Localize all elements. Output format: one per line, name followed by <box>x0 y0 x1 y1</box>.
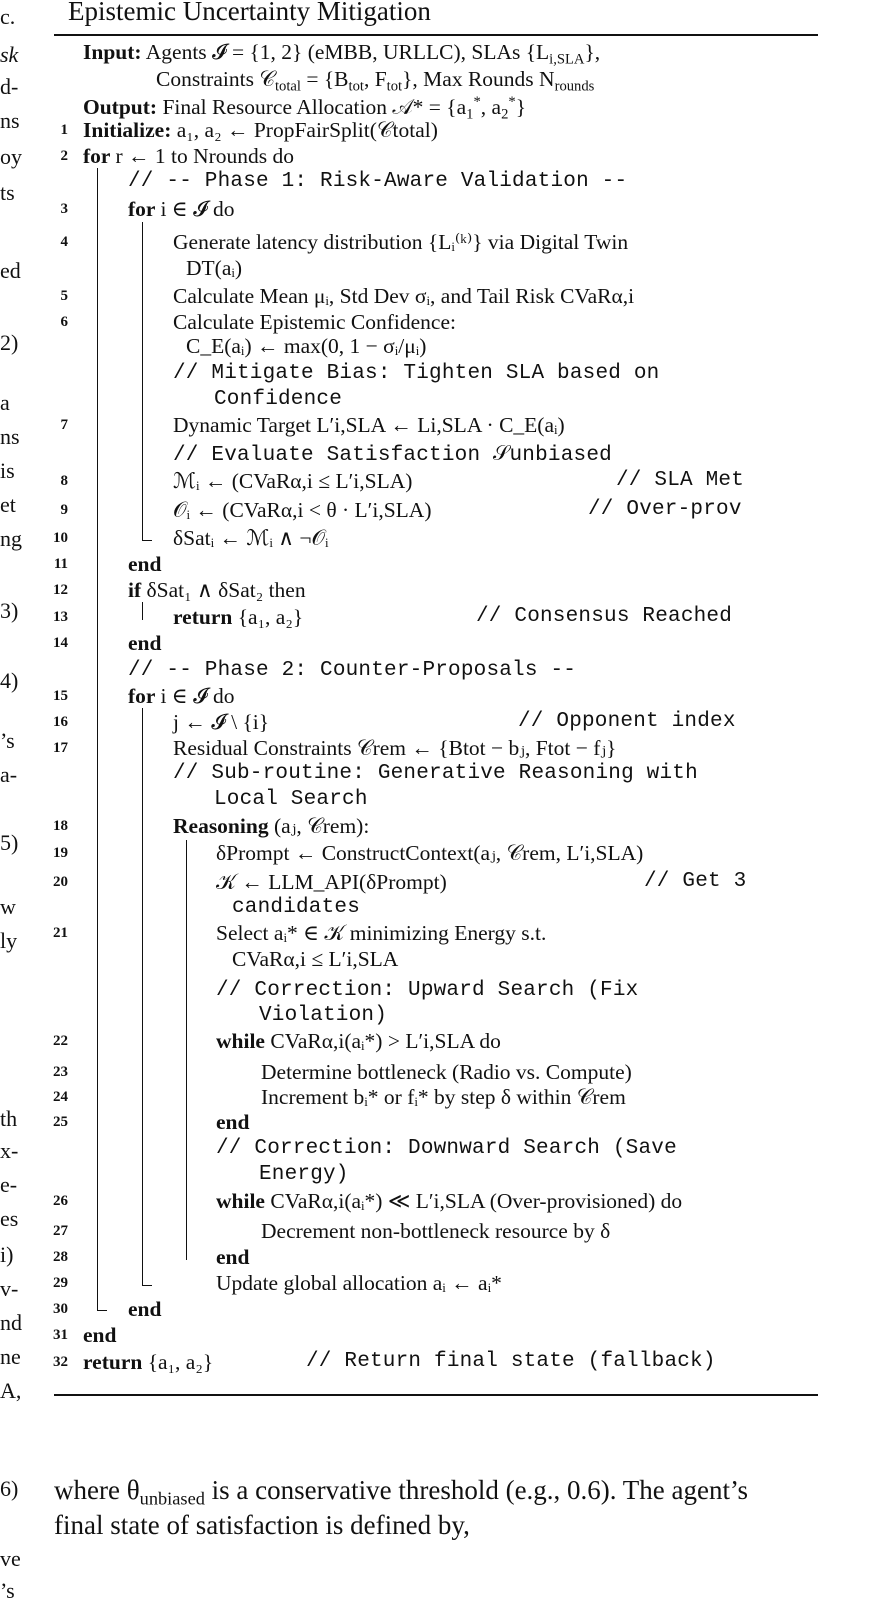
algorithm-comment-line <box>0 170 800 197</box>
algorithm-line <box>0 1106 800 1137</box>
line-number: 29 <box>53 1275 68 1291</box>
algorithm-line <box>0 526 800 553</box>
edge-fragment: ns <box>0 424 20 449</box>
algorithm-comment-line <box>0 762 800 789</box>
algorithm-line <box>0 284 800 311</box>
edge-fragment: ns <box>0 108 20 133</box>
bottom-rule <box>54 1394 818 1396</box>
algorithm-line <box>0 578 800 605</box>
statement-text: ℳᵢ ← (CVaRα,i ≤ L′i,SLA) <box>173 469 413 493</box>
keyword: if <box>128 578 147 602</box>
statement-text: (aⱼ, 𝒞rem): <box>273 814 370 838</box>
output-text: Final Resource Allocation 𝒜* = {a <box>162 95 467 120</box>
line-number: 14 <box>53 635 68 651</box>
algorithm-line <box>0 469 800 496</box>
line-number: 32 <box>53 1354 68 1370</box>
statement-text: {a₁, a₂} <box>237 605 304 629</box>
constraints-f: , F <box>363 67 387 91</box>
algorithm-comment-line <box>0 979 800 1006</box>
block-end-tick <box>142 540 152 541</box>
algorithm-line <box>0 605 800 632</box>
line-number: 22 <box>53 1033 68 1049</box>
line-number: 25 <box>53 1114 68 1130</box>
continuation-line <box>0 896 800 923</box>
continuation-text: Violation) <box>259 1004 388 1027</box>
statement-text: Calculate Mean μᵢ, Std Dev σᵢ, and Tail Risk CVaRα,i <box>173 284 635 308</box>
statement-text: i ∈ 𝓘 do <box>160 684 235 708</box>
algorithm-line <box>0 841 800 868</box>
line-number: 21 <box>53 925 68 941</box>
statement-text: Select aᵢ* ∈ 𝒦 minimizing Energy s.t. <box>216 921 547 945</box>
keyword: while <box>216 1029 271 1053</box>
edge-fragment: x- <box>0 1138 19 1163</box>
line-number: 6 <box>60 314 68 330</box>
statement-text: j ← 𝓘 \ {i} <box>173 710 270 734</box>
sub-rounds: rounds <box>554 78 595 95</box>
algorithm-line <box>0 1085 800 1112</box>
edge-fragment: 4) <box>0 668 19 693</box>
keyword: Reasoning <box>173 814 274 838</box>
edge-fragment: nd <box>0 1310 22 1335</box>
sub-tot: tot <box>348 78 364 95</box>
edge-fragment: 2) <box>0 330 19 355</box>
keyword: Initialize: <box>83 118 177 142</box>
inline-comment: // Get 3 <box>644 870 747 893</box>
statement-text: Generate latency distribution {Lᵢ⁽ᵏ⁾} via Digital Twin <box>173 230 629 254</box>
edge-fragment: 5) <box>0 830 19 855</box>
line-number: 5 <box>60 288 68 304</box>
keyword: return <box>173 605 238 629</box>
keyword: return <box>83 1350 148 1374</box>
continuation-text: Confidence <box>214 388 343 411</box>
continuation-line <box>0 947 800 974</box>
output-sub-2: 2 <box>501 106 509 123</box>
edge-fragment: i) <box>0 1242 14 1267</box>
algorithm-line <box>0 1350 800 1377</box>
input-sub: i,SLA <box>549 51 585 68</box>
output-text-end: } <box>515 95 527 120</box>
statement-text: CVaRα,i(aᵢ*) ≪ L′i,SLA (Over-provisioned) do <box>270 1189 683 1213</box>
continuation-text: Local Search <box>214 788 368 811</box>
line-number: 17 <box>53 740 68 756</box>
algorithm-line <box>0 552 800 579</box>
input-label: Input: <box>83 40 142 64</box>
line-number: 24 <box>53 1089 68 1105</box>
statement-text: i ∈ 𝓘 do <box>160 197 235 221</box>
algorithm-comment-line <box>0 659 800 686</box>
paragraph-line-2: final state of satisfaction is defined by, <box>54 1510 470 1540</box>
block-end-tick <box>142 1285 152 1286</box>
input-line-2 <box>0 67 800 94</box>
edge-fragment: 3) <box>0 598 19 623</box>
continuation-text: candidates <box>232 896 361 919</box>
keyword: while <box>216 1189 271 1213</box>
algorithm-line <box>0 870 800 897</box>
algorithm-line <box>0 1219 800 1246</box>
line-number: 18 <box>53 818 68 834</box>
block-indent-bar <box>142 602 143 620</box>
algorithm-line <box>0 921 800 948</box>
algorithm-line <box>0 710 800 737</box>
algorithm-line <box>0 230 800 257</box>
para-text-a: where θ <box>54 1475 140 1505</box>
edge-fragment: 6) <box>0 1476 19 1501</box>
algorithm-comment-line <box>0 1137 800 1164</box>
output-sup-2: * <box>508 94 516 110</box>
algorithm-line <box>0 1323 800 1350</box>
input-text-end: }, <box>584 40 601 64</box>
edge-fragment: ng <box>0 526 22 551</box>
constraints-text: Constraints 𝒞 <box>156 67 275 91</box>
keyword: for <box>128 197 161 221</box>
block-indent-bar <box>186 1218 187 1236</box>
keyword: end <box>216 1245 250 1269</box>
continuation-line <box>0 330 800 361</box>
keyword: end <box>216 1110 250 1134</box>
top-rule <box>54 34 818 36</box>
algorithm-line <box>0 1297 800 1324</box>
block-indent-bar <box>97 168 98 1310</box>
block-indent-bar <box>142 222 143 540</box>
algorithm-line <box>0 814 800 841</box>
continuation-line <box>0 1163 800 1190</box>
keyword: end <box>128 631 162 655</box>
edge-fragment: ve <box>0 1546 21 1571</box>
statement-text: CVaRα,i(aᵢ*) > L′i,SLA do <box>270 1029 501 1053</box>
algorithm-title: Epistemic Uncertainty Mitigation <box>68 0 431 26</box>
line-number: 27 <box>53 1223 68 1239</box>
inline-comment: // Consensus Reached <box>476 605 733 628</box>
line-number: 11 <box>53 556 68 572</box>
statement-text: a₁, a₂ ← PropFairSplit(𝒞total) <box>176 118 438 142</box>
statement-text: δSat₁ ∧ δSat₂ then <box>146 578 306 602</box>
algorithm-line <box>0 498 800 525</box>
para-sub: unbiased <box>139 1488 205 1509</box>
sub-tot-f: tot <box>386 78 403 95</box>
edge-fragment: oy <box>0 144 22 169</box>
inline-comment: // Return final state (fallback) <box>306 1350 716 1373</box>
algorithm-line <box>0 1242 800 1272</box>
algorithm-line <box>0 413 800 440</box>
edge-fragment: A, <box>0 1378 22 1403</box>
line-number: 4 <box>60 234 68 250</box>
block-indent-bar <box>142 708 143 1285</box>
line-number: 15 <box>53 688 68 704</box>
code-comment: // -- Phase 2: Counter-Proposals -- <box>128 659 577 682</box>
constraints-b: = {B <box>300 67 349 91</box>
edge-fragment: d- <box>0 74 19 99</box>
algorithm-line <box>0 631 800 658</box>
keyword: for <box>128 684 161 708</box>
edge-fragment: e- <box>0 1172 18 1197</box>
sub-total: total <box>275 78 301 95</box>
continuation-text: DT(aᵢ) <box>186 256 243 280</box>
algorithm-line <box>0 310 800 337</box>
algorithm-line <box>0 1029 800 1056</box>
keyword: end <box>128 552 162 576</box>
line-number: 12 <box>53 582 68 598</box>
line-number: 30 <box>53 1301 68 1317</box>
algorithm-line <box>0 1271 800 1301</box>
edge-fragment: sk <box>0 42 19 67</box>
block-end-tick <box>97 1310 107 1311</box>
algorithm-comment-line <box>0 362 800 389</box>
line-number: 8 <box>60 473 68 489</box>
statement-text: Decrement non-bottleneck resource by δ <box>261 1219 611 1243</box>
line-number: 3 <box>60 201 68 217</box>
statement-text: Residual Constraints 𝒞rem ← {Btot − bⱼ, Ftot − fⱼ} <box>173 736 617 760</box>
continuation-line <box>0 1004 800 1031</box>
max-rounds: }, Max Rounds N <box>402 67 555 91</box>
keyword: end <box>128 1297 162 1321</box>
edge-fragment: a <box>0 390 10 415</box>
output-line: Output: Final Resource Allocation 𝒜* = {$a_1^*$, $a_2^*$} <box>83 94 527 123</box>
algorithm-line <box>0 1189 800 1216</box>
algorithm-line <box>0 736 800 763</box>
block-indent-bar <box>186 840 187 1260</box>
line-number: 1 <box>60 122 68 138</box>
keyword: for <box>83 144 116 168</box>
line-number: 9 <box>60 502 68 518</box>
algorithm-line <box>0 197 800 224</box>
line-number: 2 <box>60 148 68 164</box>
output-label: Output: <box>83 95 158 120</box>
inline-comment: // Over-prov <box>588 498 742 521</box>
edge-fragment: ts <box>0 180 15 205</box>
keyword: end <box>83 1323 117 1347</box>
code-comment: // Mitigate Bias: Tighten SLA based on <box>173 362 660 385</box>
line-number: 13 <box>53 609 68 625</box>
line-number: 10 <box>53 530 68 546</box>
input-line <box>0 40 800 67</box>
edge-fragment: a- <box>0 762 18 787</box>
code-comment: // Correction: Upward Search (Fix <box>216 979 639 1002</box>
statement-text: 𝒦 ← LLM_API(δPrompt) <box>216 870 447 894</box>
statement-text: Increment bᵢ* or fᵢ* by step δ within 𝒞rem <box>261 1085 626 1109</box>
continuation-text: Energy) <box>259 1163 349 1186</box>
code-comment: // Correction: Downward Search (Save <box>216 1137 677 1160</box>
algorithm-line <box>0 684 800 711</box>
line-number: 16 <box>53 714 68 730</box>
inline-comment: // Opponent index <box>518 710 736 733</box>
line-number: 23 <box>53 1064 68 1080</box>
continuation-line <box>0 256 800 283</box>
continuation-text: C_E(aᵢ) ← max(0, 1 − σᵢ/μᵢ) <box>186 334 427 358</box>
algorithm-comment-line <box>0 443 800 470</box>
edge-fragment: is <box>0 458 15 483</box>
statement-text: δSatᵢ ← ℳᵢ ∧ ¬𝒪ᵢ <box>173 526 329 550</box>
line-number: 19 <box>53 845 68 861</box>
algorithm-line <box>0 118 800 145</box>
statement-text: {a₁, a₂} <box>147 1350 214 1374</box>
code-comment: // -- Phase 1: Risk-Aware Validation -- <box>128 170 628 193</box>
edge-fragment: th <box>0 1106 18 1131</box>
edge-fragment: w <box>0 894 16 919</box>
edge-fragment: c. <box>0 4 16 29</box>
statement-text: Dynamic Target L′i,SLA ← Li,SLA · C_E(aᵢ) <box>173 413 565 437</box>
line-number: 31 <box>53 1327 68 1343</box>
statement-text: δPrompt ← ConstructContext(aⱼ, 𝒞rem, L′i,SLA) <box>216 841 644 865</box>
code-comment: // Evaluate Satisfaction 𝒮unbiased <box>173 444 612 467</box>
line-number: 20 <box>53 874 68 890</box>
line-number: 7 <box>60 417 68 433</box>
edge-fragment: es <box>0 1206 19 1231</box>
edge-fragment: v- <box>0 1276 19 1301</box>
para-text-b: is a conservative threshold (e.g., 0.6). The agent’s <box>204 1475 749 1505</box>
statement-text: 𝒪ᵢ ← (CVaRα,i < θ · L′i,SLA) <box>173 498 432 522</box>
continuation-text: CVaRα,i ≤ L′i,SLA <box>232 947 399 971</box>
edge-fragment: et <box>0 492 16 517</box>
line-number: 28 <box>53 1249 68 1265</box>
output-sub-1: 1 <box>466 106 474 123</box>
line-number: 26 <box>53 1193 68 1209</box>
statement-text: Update global allocation aᵢ ← aᵢ* <box>216 1271 502 1295</box>
edge-fragment: ed <box>0 258 21 283</box>
inline-comment: // SLA Met <box>616 469 745 492</box>
edge-fragment: ne <box>0 1344 21 1369</box>
input-text: Agents 𝓘 = {1, 2} (eMBB, URLLC), SLAs {L <box>145 40 550 64</box>
code-comment: // Sub-routine: Generative Reasoning with <box>173 762 698 785</box>
statement-text: r ← 1 to Nrounds do <box>115 144 295 168</box>
statement-text: Determine bottleneck (Radio vs. Compute) <box>261 1060 632 1084</box>
block-indent-bar <box>186 1058 187 1100</box>
continuation-line <box>0 788 800 815</box>
edge-fragment: ly <box>0 928 18 953</box>
algorithm-line <box>0 144 800 171</box>
edge-fragment: ’s <box>0 728 15 753</box>
output-sup-1: * <box>473 94 481 110</box>
edge-fragment: ’s <box>0 1578 15 1603</box>
algorithm-line <box>0 1060 800 1087</box>
statement-text: Calculate Epistemic Confidence: <box>173 310 456 334</box>
continuation-line <box>0 388 800 415</box>
